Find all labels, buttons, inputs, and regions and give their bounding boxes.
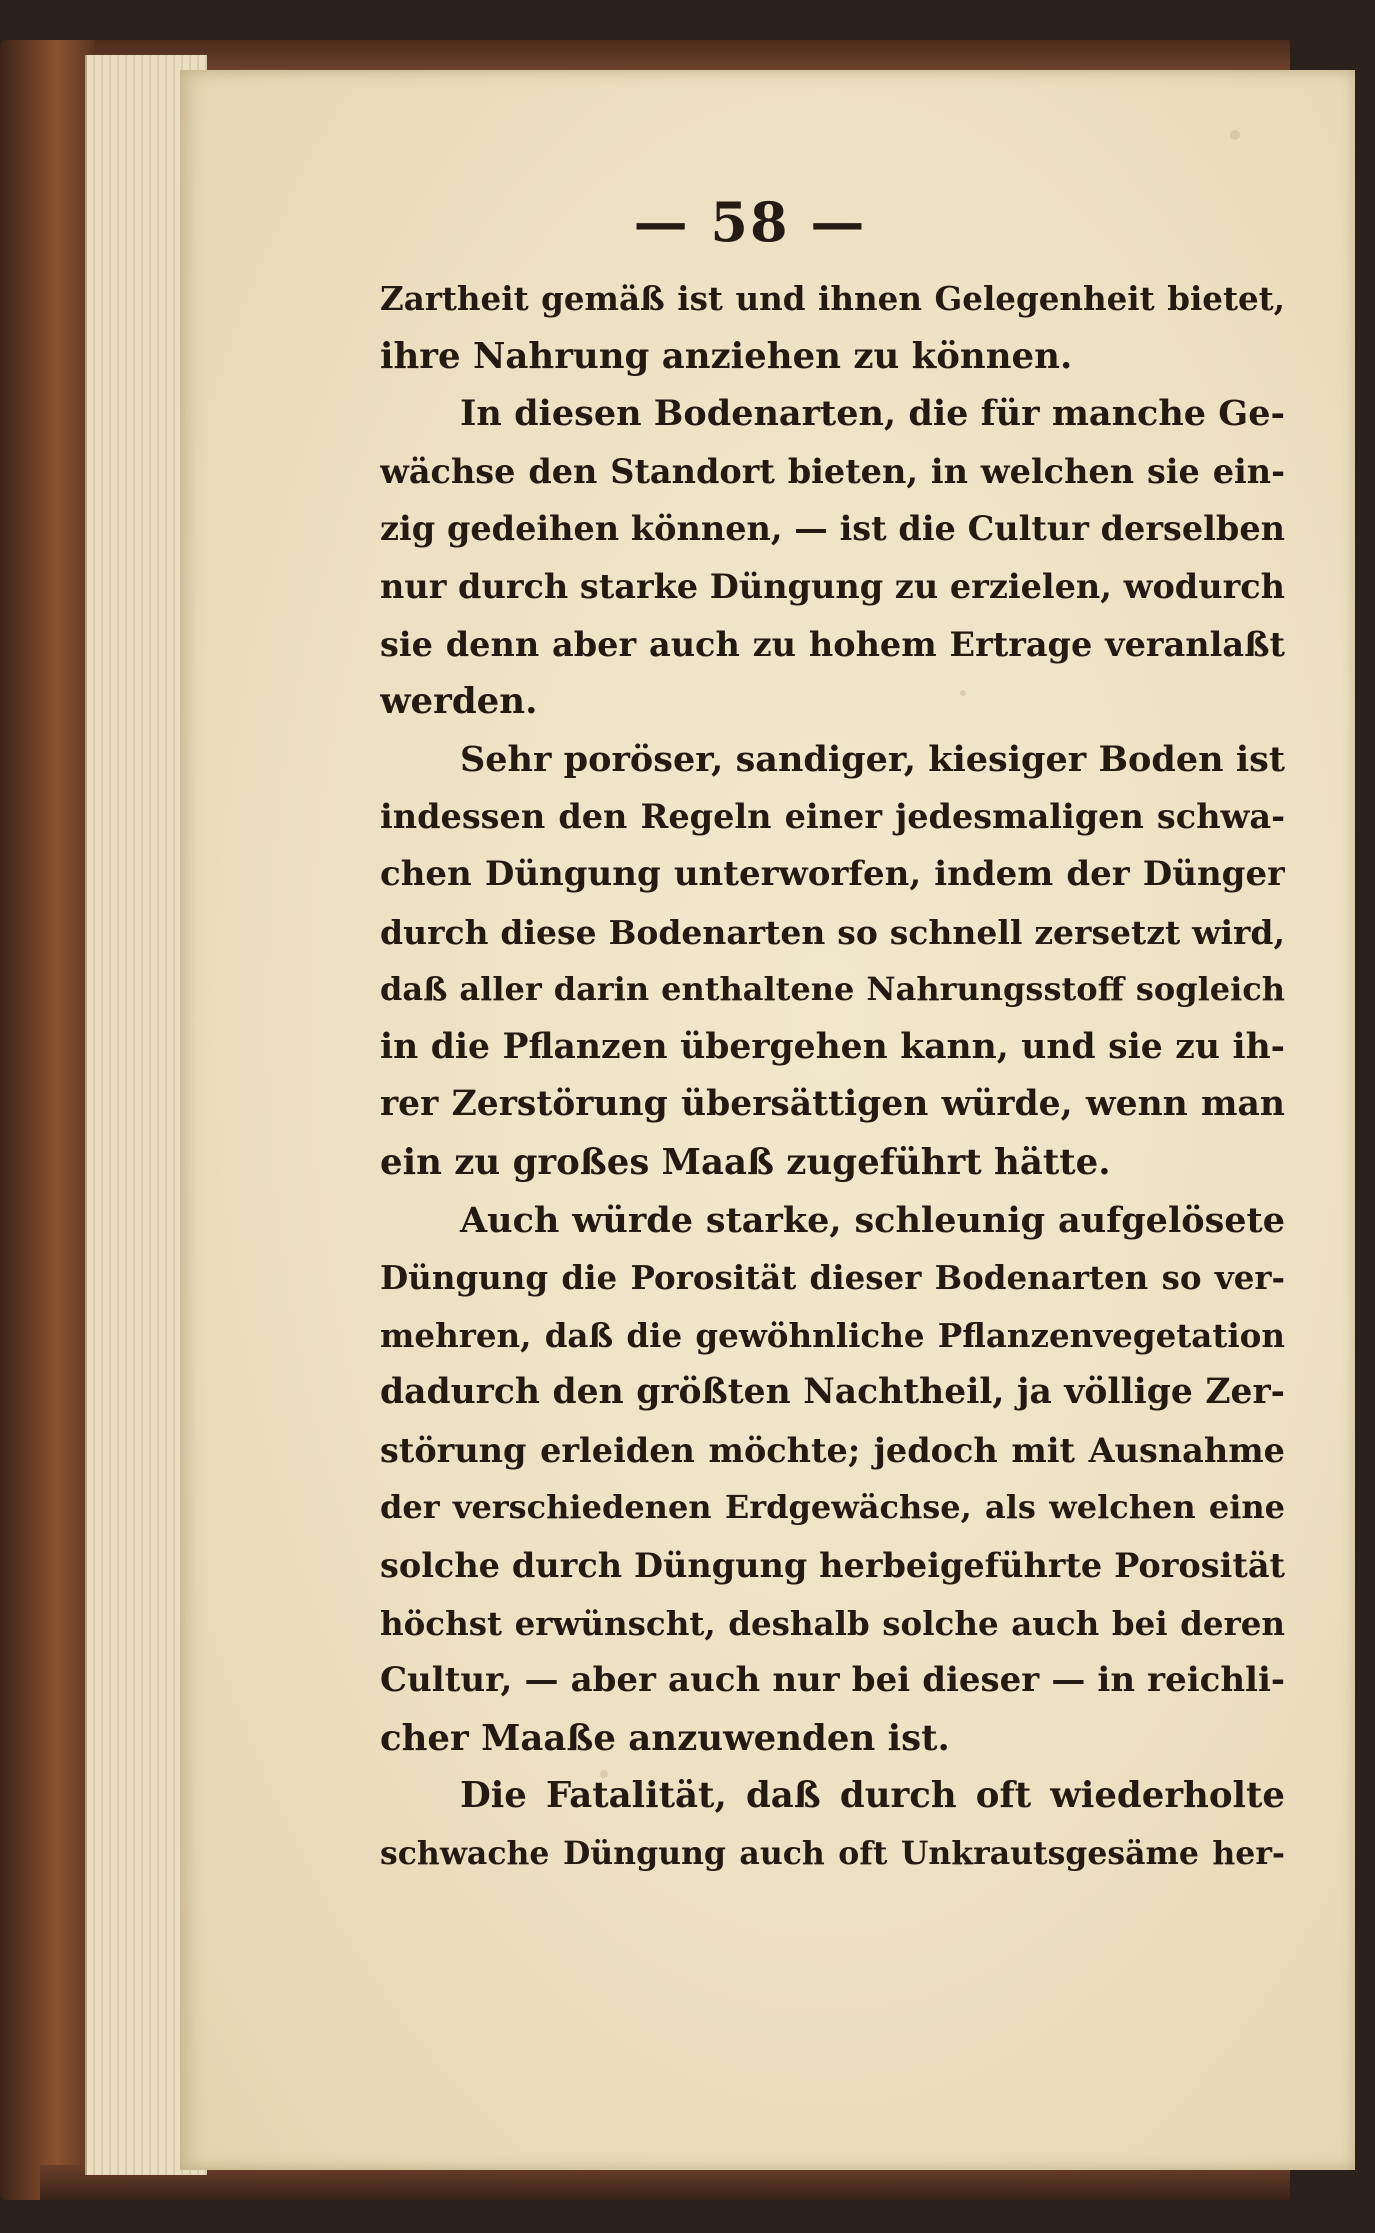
text-line: ein zu großes Maaß zugeführt hätte. [380,1141,1111,1183]
text-line: werden. [380,681,538,723]
text-line: durch diese Bodenarten so schnell zersetzt wird, [380,912,1285,952]
text-line: nur durch starke Düngung zu erzielen, wodurch [380,566,1285,606]
paper-spot [1230,130,1240,140]
text-line: Die Fatalität, daß durch oft wiederholte [460,1775,1285,1817]
text-line: sie denn aber auch zu hohem Ertrage veranlaßt [380,624,1285,664]
text-line: wächse den Standort bieten, in welchen sie ein- [380,451,1285,491]
text-line: In diesen Bodenarten, die für manche Ge- [460,393,1285,435]
book-cover-bottom [40,2165,1290,2200]
page-number: — 58 — [633,190,867,254]
text-line: Zartheit gemäß ist und ihnen Gelegenheit bietet, [380,279,1285,318]
book-cover-left [0,40,95,2200]
text-line: daß aller darin enthaltene Nahrungsstoff sogleich [380,970,1285,1009]
text-line: rer Zerstörung übersättigen würde, wenn man [380,1084,1285,1125]
body-text [380,270,1285,1883]
text-line: der verschiedenen Erdgewächse, als welchen eine [380,1488,1285,1527]
text-line: mehren, daß die gewöhnliche Pflanzenvegetation [380,1315,1285,1355]
text-line: störung erleiden möchte; jedoch mit Ausnahme [380,1430,1285,1470]
text-line: höchst erwünscht, deshalb solche auch bei deren [380,1603,1285,1643]
text-line: ihre Nahrung anziehen zu können. [380,335,1073,377]
text-line: Cultur, — aber auch nur bei dieser — in reichli- [380,1660,1285,1701]
text-line: indessen den Regeln einer jedesmaligen schwa- [380,797,1285,837]
text-line: Düngung die Porosität dieser Bodenarten so ver- [380,1258,1285,1298]
text-line: chen Düngung unterworfen, indem der Dünger [380,853,1285,894]
text-line: schwache Düngung auch oft Unkrautsgesäme her- [380,1835,1285,1873]
text-line: dadurch den größten Nachtheil, ja völlige Zer- [380,1372,1285,1413]
text-line: zig gedeihen können, — ist die Cultur derselben [380,509,1285,549]
text-line: Sehr poröser, sandiger, kiesiger Boden ist [460,738,1285,780]
text-line: Auch würde starke, schleunig aufgelösete [460,1199,1285,1241]
text-line: cher Maaße anzuwenden ist. [380,1717,950,1759]
text-line: solche durch Düngung herbeigeführte Porosität [380,1546,1285,1586]
text-line: in die Pflanzen übergehen kann, und sie zu ih- [380,1026,1285,1067]
